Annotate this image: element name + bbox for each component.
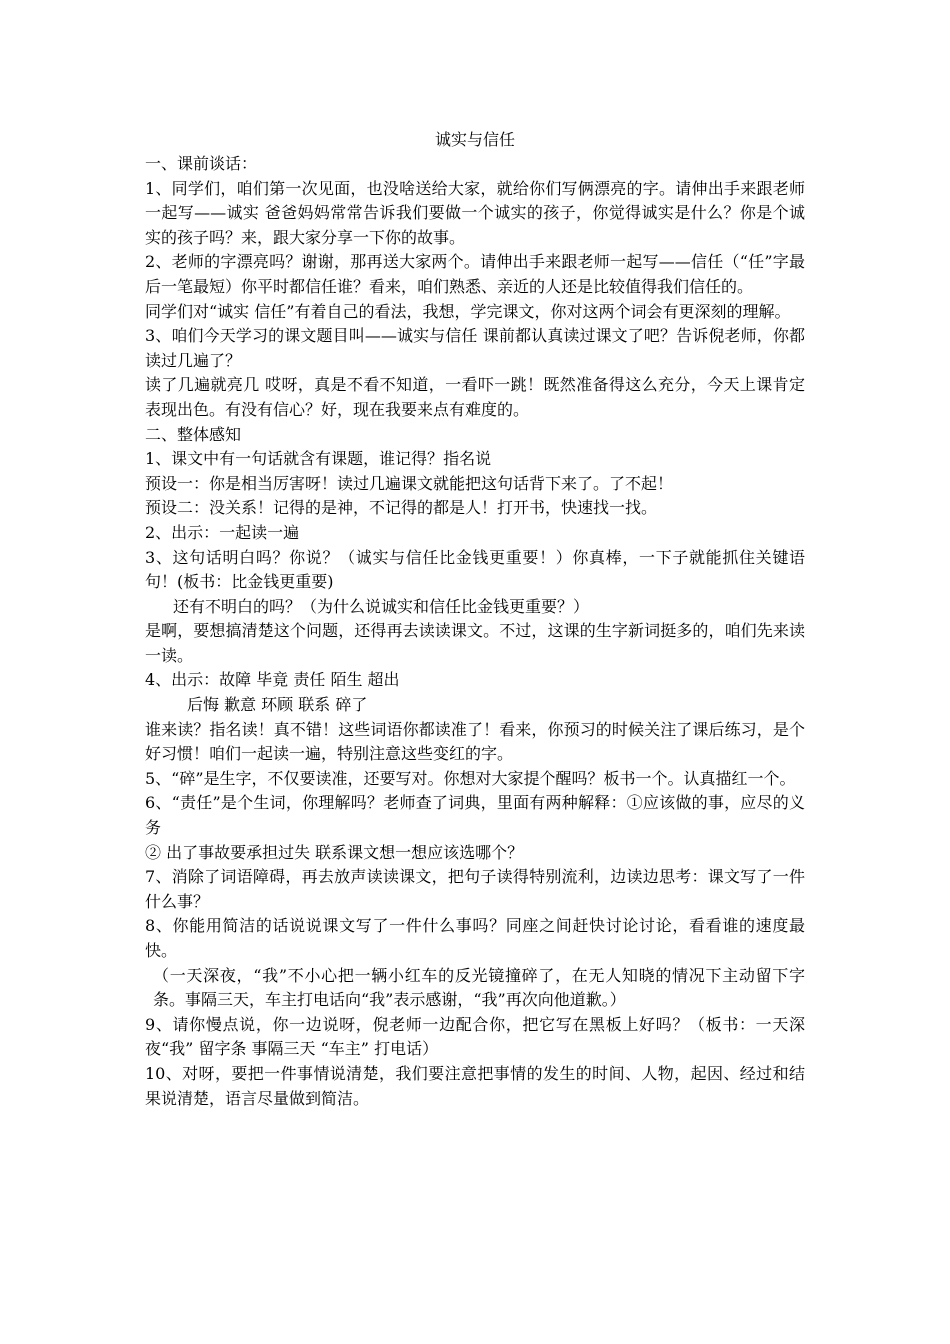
paragraph: 预设一：你是相当厉害呀！读过几遍课文就能把这句话背下来了。了不起！ xyxy=(145,473,674,493)
paragraph: 1、同学们，咱们第一次见面，也没啥送给大家，就给你们写俩漂亮的字。请伸出手来跟老师一起写——诚实 爸爸妈妈常常告诉我们要做一个诚实的孩子，你觉得诚实是什么？你是个诚实的孩子吗？来，跟大家分享一下你的故事。 xyxy=(145,178,805,247)
paragraph: 4、出示：故障 毕竟 责任 陌生 超出 xyxy=(145,670,400,690)
paragraph: 谁来读？指名读！真不错！这些词语你都读准了！看来，你预习的时候关注了课后练习，是个好习惯！咱们一起读一遍，特别注意这些变红的字。 xyxy=(145,719,805,764)
paragraph: 8、你能用简洁的话说说课文写了一件什么事吗？同座之间赶快讨论讨论，看看谁的速度最快。 xyxy=(145,916,805,960)
paragraph: ② 出了事故要承担过失 联系课文想一想应该选哪个？ xyxy=(145,842,524,862)
paragraph: 1、课文中有一句话就含有课题，谁记得？指名说 xyxy=(145,449,492,469)
document-title: 诚实与信任 xyxy=(434,130,515,149)
paragraph: 2、老师的字漂亮吗？谢谢，那再送大家两个。请伸出手来跟老师一起写——信任（“任”字最后一笔最短）你平时都信任谁？看来，咱们熟悉、亲近的人还是比较值得我们信任的。 xyxy=(145,252,805,296)
paragraph: （一天深夜，“我”不小心把一辆小红车的反光镜撞碎了，在无人知晓的情况下主动留下字条。事隔三天，车主打电话向“我”表示感谢，“我”再次向他道歉。） xyxy=(153,965,805,1010)
paragraph: 3、这句话明白吗？你说？（诚实与信任比金钱更重要！）你真棒，一下子就能抓住关键语句！(板书：比金钱更重要) xyxy=(145,547,805,592)
document-body xyxy=(145,152,805,1111)
section-heading: 二、整体感知 xyxy=(145,424,242,444)
paragraph: 读了几遍就亮几 哎呀，真是不看不知道，一看吓一跳！既然准备得这么充分，今天上课肯定表现出色。有没有信心？好，现在我要来点有难度的。 xyxy=(145,375,805,419)
paragraph: 7、消除了词语障碍，再去放声读读课文，把句子读得特别流利，边读边思考：课文写了一件什么事？ xyxy=(145,867,805,911)
paragraph: 6、“责任”是个生词，你理解吗？老师查了词典，里面有两种解释：①应该做的事，应尽的义务 xyxy=(145,793,805,838)
section-heading: 一、课前谈话： xyxy=(145,154,258,173)
paragraph: 同学们对“诚实 信任”有着自己的看法，我想，学完课文，你对这两个词会有更深刻的理解。 xyxy=(145,301,791,321)
paragraph: 5、“碎”是生字，不仅要读准，还要写对。你想对大家提个醒吗？板书一个。认真描红一个。 xyxy=(145,768,796,788)
paragraph: 10、对呀，要把一件事情说清楚，我们要注意把事情的发生的时间、人物，起因、经过和结果说清楚，语言尽量做到简洁。 xyxy=(145,1063,805,1108)
paragraph: 预设二：没关系！记得的是神，不记得的都是人！打开书，快速找一找。 xyxy=(145,498,658,518)
paragraph: 还有不明白的吗？（为什么说诚实和信任比金钱更重要？） xyxy=(173,596,590,616)
paragraph: 2、出示：一起读一遍 xyxy=(145,522,300,542)
paragraph: 9、请你慢点说，你一边说呀，倪老师一边配合你，把它写在黑板上好吗？（板书：一天深夜“我” 留字条 事隔三天 “车主” 打电话） xyxy=(145,1014,805,1059)
paragraph: 后悔 歉意 环顾 联系 碎了 xyxy=(187,695,368,715)
paragraph: 3、咱们今天学习的课文题目叫——诚实与信任 课前都认真读过课文了吧？告诉倪老师，你都读过几遍了？ xyxy=(145,326,805,370)
paragraph: 是啊，要想搞清楚这个问题，还得再去读读课文。不过，这课的生字新词挺多的，咱们先来读一读。 xyxy=(145,621,805,665)
